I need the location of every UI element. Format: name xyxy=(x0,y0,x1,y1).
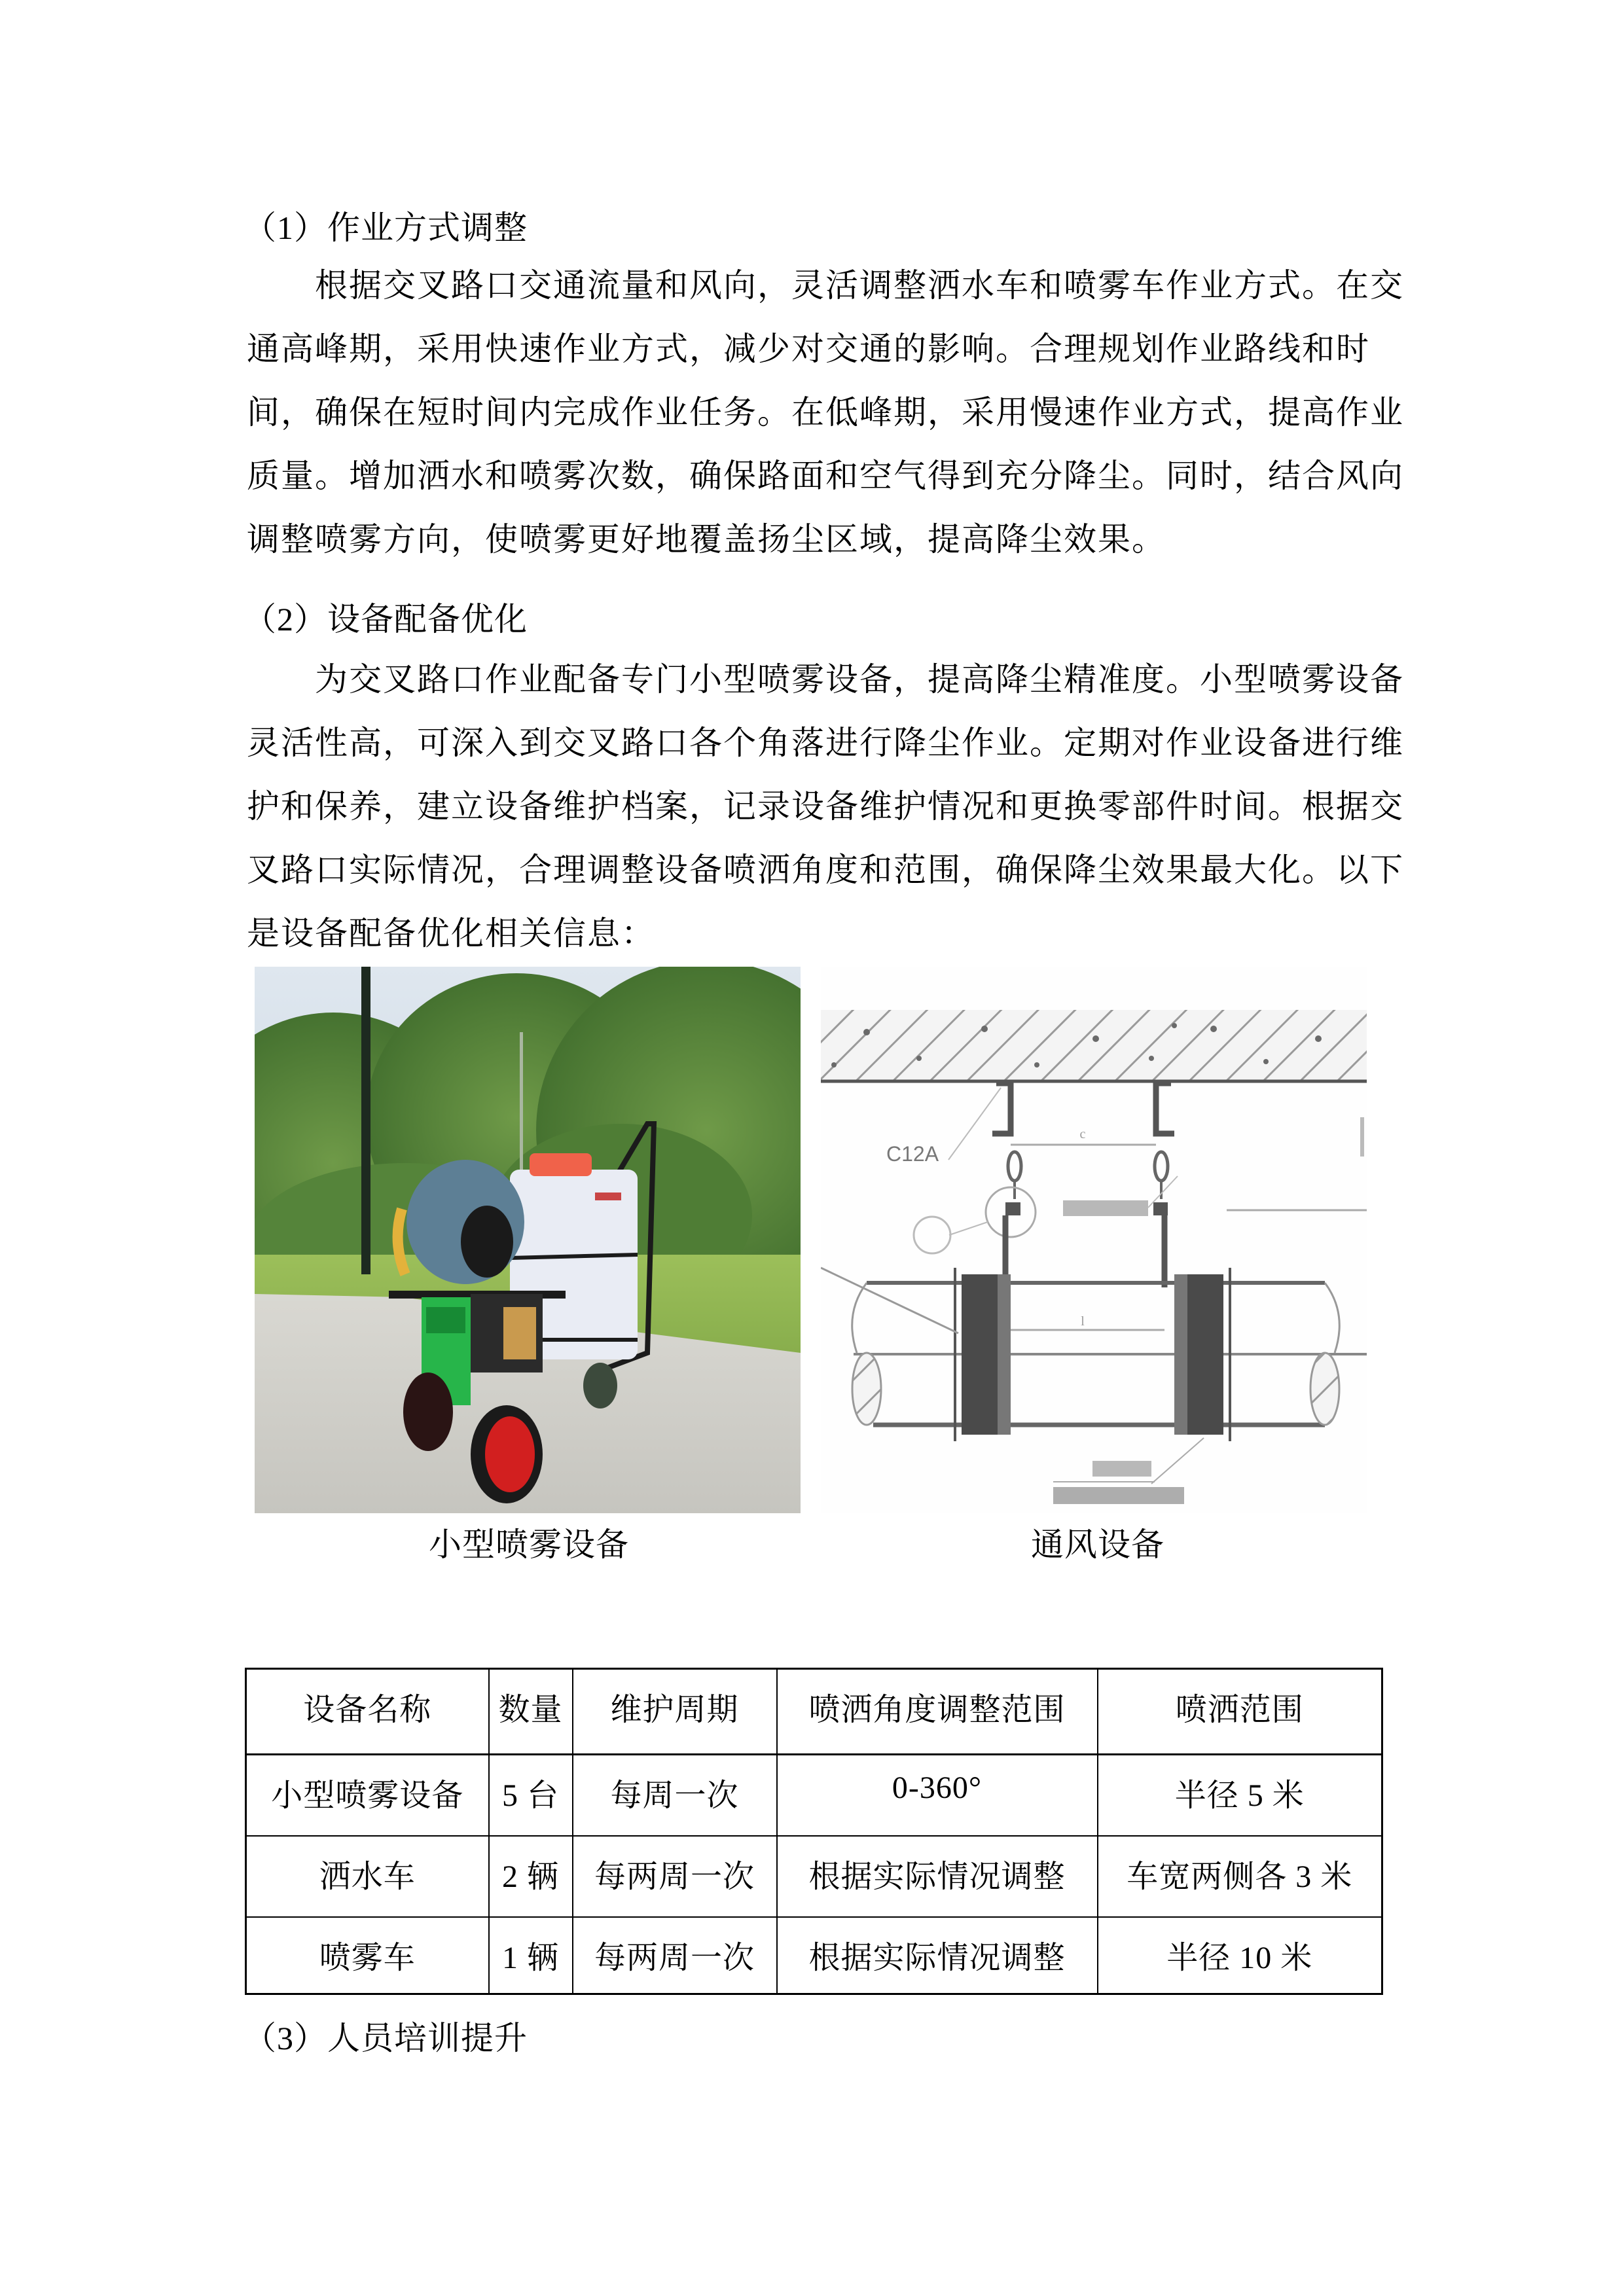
table-cell: 0-360° xyxy=(777,1755,1098,1836)
section-2-heading: （2）设备配备优化 xyxy=(244,601,528,637)
paragraph-line: 质量。增加洒水和喷雾次数，确保路面和空气得到充分降尘。同时，结合风向 xyxy=(247,457,1404,494)
table-cell: 每两周一次 xyxy=(573,1836,777,1917)
paragraph-line: 根据交叉路口交通流量和风向，灵活调整洒水车和喷雾车作业方式。在交 xyxy=(315,267,1404,304)
paragraph-line: 为交叉路口作业配备专门小型喷雾设备，提高降尘精准度。小型喷雾设备 xyxy=(315,661,1404,698)
table-cell: 每周一次 xyxy=(573,1755,777,1836)
paragraph-line: 通高峰期，采用快速作业方式，减少对交通的影响。合理规划作业路线和时 xyxy=(247,331,1370,367)
hook-label-placeholder xyxy=(1063,1200,1148,1216)
svg-text:c: c xyxy=(1079,1127,1086,1141)
photo-caption: 小型喷雾设备 xyxy=(429,1526,629,1563)
table-cell: 洒水车 xyxy=(246,1836,489,1917)
paragraph-line: 灵活性高，可深入到交叉路口各个角落进行降尘作业。定期对作业设备进行维 xyxy=(247,725,1404,761)
table-cell: 2 辆 xyxy=(489,1836,573,1917)
channel-label: C12A xyxy=(886,1142,939,1166)
sprayer-photo-illustration xyxy=(255,967,801,1513)
table-cell: 根据实际情况调整 xyxy=(777,1917,1098,1994)
svg-text:l: l xyxy=(1081,1314,1085,1329)
diagram-caption: 通风设备 xyxy=(1031,1526,1164,1563)
paragraph-line: 调整喷雾方向，使喷雾更好地覆盖扬尘区域，提高降尘效果。 xyxy=(247,521,1166,558)
ventilation-diagram xyxy=(821,967,1367,1513)
table-header-cell: 喷洒角度调整范围 xyxy=(777,1669,1098,1755)
table-row xyxy=(246,1836,1382,1917)
table-cell: 车宽两侧各 3 米 xyxy=(1098,1836,1382,1917)
table-cell: 喷雾车 xyxy=(246,1917,489,1994)
table-header-cell: 喷洒范围 xyxy=(1098,1669,1382,1755)
mist-sprayer-photo xyxy=(255,967,801,1513)
table-header-cell: 维护周期 xyxy=(573,1669,777,1755)
paragraph-line: 是设备配备优化相关信息： xyxy=(247,915,655,952)
table-cell: 小型喷雾设备 xyxy=(246,1755,489,1836)
table-cell: 每两周一次 xyxy=(573,1917,777,1994)
damper-label-placeholder xyxy=(1092,1461,1151,1477)
paragraph-line: 叉路口实际情况，合理调整设备喷洒角度和范围，确保降尘效果最大化。以下 xyxy=(247,852,1404,888)
equipment-table xyxy=(245,1668,1383,1995)
bolt-label-placeholder xyxy=(1053,1487,1184,1504)
paragraph-line: 间，确保在短时间内完成作业任务。在低峰期，采用慢速作业方式，提高作业 xyxy=(247,394,1404,431)
section-1-heading: （1）作业方式调整 xyxy=(244,209,528,246)
table-row xyxy=(246,1755,1382,1836)
table-row xyxy=(246,1917,1382,1994)
section-3-heading: （3）人员培训提升 xyxy=(244,2020,528,2056)
section-1-paragraph xyxy=(247,254,1404,571)
table-header-cell: 设备名称 xyxy=(246,1669,489,1755)
paragraph-line: 护和保养，建立设备维护档案，记录设备维护情况和更换零部件时间。根据交 xyxy=(247,788,1404,825)
table-cell: 半径 10 米 xyxy=(1098,1917,1382,1994)
table-header-cell: 数量 xyxy=(489,1669,573,1755)
table-cell: 5 台 xyxy=(489,1755,573,1836)
table-cell: 根据实际情况调整 xyxy=(777,1836,1098,1917)
table-cell: 1 辆 xyxy=(489,1917,573,1994)
section-2-paragraph xyxy=(247,648,1404,965)
ventilation-diagram-drawing xyxy=(821,967,1367,1513)
table-header-row xyxy=(246,1669,1382,1755)
table-cell: 半径 5 米 xyxy=(1098,1755,1382,1836)
